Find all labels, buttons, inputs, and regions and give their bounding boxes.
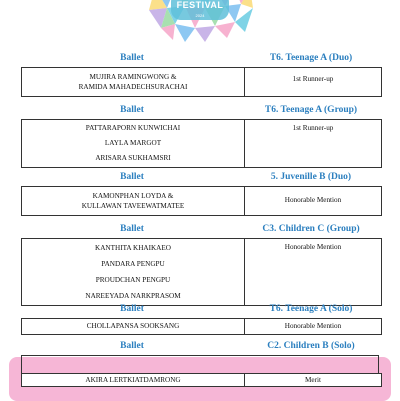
dancer-name: CHOLLAPANSA SOOKSANG bbox=[86, 322, 180, 330]
division-label: T6. Teenage A (Duo) bbox=[269, 53, 353, 63]
table-row bbox=[22, 374, 382, 387]
table-row bbox=[22, 319, 382, 335]
category-label: Ballet bbox=[120, 341, 144, 351]
result-table bbox=[21, 119, 382, 168]
dancer-name: LAYLA MARGOT bbox=[104, 139, 162, 147]
result-section bbox=[21, 302, 379, 335]
division-label: T6. Teenage A (Solo) bbox=[269, 304, 353, 314]
award-result: Honorable Mention bbox=[284, 243, 342, 251]
award-result: 1st Runner-up bbox=[292, 124, 334, 132]
category-label: Ballet bbox=[120, 304, 144, 314]
result-section bbox=[21, 103, 379, 168]
award-result: Merit bbox=[305, 376, 321, 384]
division-label: 5. Juvenille B (Duo) bbox=[270, 172, 352, 182]
dancer-name: ARISARA SUKHAMSRI bbox=[95, 154, 171, 162]
dancer-name: KULLAWAN TAVEEWATMATEE bbox=[81, 202, 185, 210]
division-label: T6. Teenage A (Group) bbox=[264, 105, 358, 115]
result-table bbox=[21, 186, 382, 216]
dancer-name: KAMONPHAN LOYDA & bbox=[92, 192, 174, 200]
category-label: Ballet bbox=[120, 224, 144, 234]
dancer-name: KANTHITA KHAIKAEO bbox=[95, 244, 171, 252]
dancer-name: MUJIRA RAMINGWONG & bbox=[89, 73, 177, 81]
logo-subtitle: 2024 bbox=[195, 13, 205, 18]
table-row bbox=[22, 187, 382, 216]
category-label: Ballet bbox=[120, 105, 144, 115]
dancer-name: PATTARAPORN KUNWICHAI bbox=[85, 124, 181, 132]
category-label: Ballet bbox=[120, 172, 144, 182]
result-section bbox=[21, 170, 379, 216]
division-label: C2. Children B (Solo) bbox=[267, 341, 355, 351]
result-table bbox=[21, 238, 382, 306]
dancer-name: NAREEYADA NARKPRASOM bbox=[85, 292, 181, 300]
award-result: Honorable Mention bbox=[284, 196, 342, 204]
category-label: Ballet bbox=[120, 53, 144, 63]
result-table bbox=[21, 67, 382, 97]
result-section bbox=[21, 51, 379, 97]
result-table bbox=[21, 318, 382, 335]
result-section bbox=[21, 222, 379, 306]
logo-title: FESTIVAL bbox=[176, 0, 224, 10]
result-section-highlighted bbox=[21, 339, 379, 387]
table-spacer bbox=[21, 355, 379, 373]
award-result: Honorable Mention bbox=[284, 322, 342, 330]
table-row bbox=[22, 68, 382, 97]
result-table bbox=[21, 373, 382, 387]
division-label: C3. Children C (Group) bbox=[262, 224, 360, 234]
dancer-name: PROUDCHAN PENGPU bbox=[95, 276, 171, 284]
table-row bbox=[22, 120, 382, 168]
dancer-name: AKIRA LERTKIATDAMRONG bbox=[85, 376, 181, 384]
dancer-name: RAMIDA MAHADECHSURACHAI bbox=[78, 83, 188, 91]
award-result: 1st Runner-up bbox=[292, 75, 334, 83]
dancer-name: PANDARA PENGPU bbox=[101, 260, 165, 268]
table-row bbox=[22, 239, 382, 306]
